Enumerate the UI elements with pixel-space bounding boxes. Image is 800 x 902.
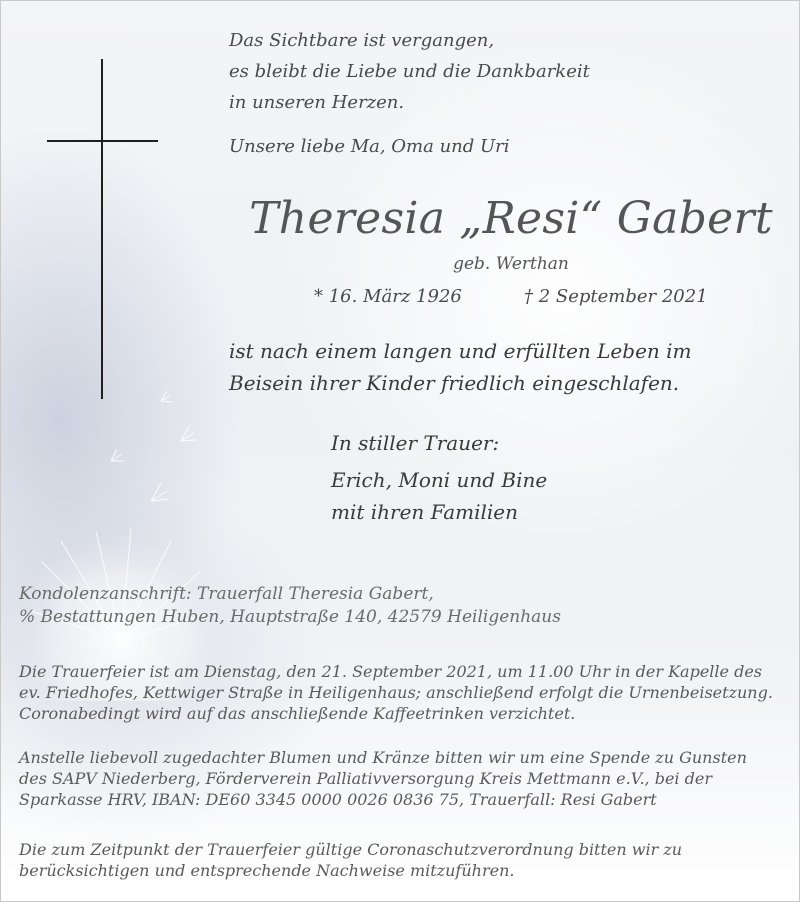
poem-line: Das Sichtbare ist vergangen,: [229, 30, 495, 51]
condolence-line: Kondolenzanschrift: Trauerfall Theresia Gabert,: [19, 584, 434, 604]
cross-icon: [101, 59, 103, 399]
poem-line: in unseren Herzen.: [229, 92, 405, 113]
passing-line: Beisein ihrer Kinder friedlich eingeschlafen.: [229, 371, 680, 395]
dandelion-icon: [1, 361, 321, 701]
corona-line: Die zum Zeitpunkt der Trauerfeier gültige Coronaschutzverordnung bitten wir zu: [19, 840, 683, 859]
condolence-line: % Bestattungen Huben, Hauptstraße 140, 42579 Heiligenhaus: [19, 607, 561, 627]
poem: [229, 25, 729, 118]
funeral-line: Coronabedingt wird auf das anschließende Kaffeetrinken verzichtet.: [19, 704, 576, 723]
donation-line: Anstelle liebevoll zugedachter Blumen und Kränze bitten wir um eine Spende zu Gunsten: [19, 748, 747, 767]
funeral-line: ev. Friedhofes, Kettwiger Straße in Heiligenhaus; anschließend erfolgt die Urnenbeisetzung.: [19, 683, 773, 702]
maiden-name: geb. Werthan: [453, 254, 569, 274]
donation-line: Sparkasse HRV, IBAN: DE60 3345 0000 0026 0836 75, Trauerfall: Resi Gabert: [19, 790, 657, 809]
birth-date: * 16. März 1926: [314, 286, 462, 307]
mourners-line: Erich, Moni und Bine: [331, 468, 548, 492]
donation-info: [19, 747, 789, 810]
intro-line: Unsere liebe Ma, Oma und Uri: [229, 136, 510, 157]
donation-line: des SAPV Niederberg, Förderverein Palliativversorgung Kreis Mettmann e.V., bei der: [19, 769, 712, 788]
passing-statement: [229, 335, 769, 399]
funeral-info: [19, 661, 789, 724]
mourners-line: In stiller Trauer:: [331, 431, 500, 455]
passing-line: ist nach einem langen und erfüllten Leben im: [229, 339, 692, 363]
mourners-line: mit ihren Familien: [331, 500, 518, 524]
poem-line: es bleibt die Liebe und die Dankbarkeit: [229, 61, 590, 82]
condolence-address: [19, 583, 789, 629]
corona-line: berücksichtigen und entsprechende Nachweise mitzuführen.: [19, 861, 515, 880]
corona-notice: [19, 839, 789, 881]
mourners: [331, 427, 547, 528]
deceased-name: Theresia „Resi“ Gabert: [249, 193, 773, 244]
death-date: † 2 September 2021: [524, 286, 708, 307]
funeral-line: Die Trauerfeier ist am Dienstag, den 21. September 2021, um 11.00 Uhr in der Kapelle des: [19, 662, 762, 681]
cross-icon-bar: [47, 140, 158, 142]
